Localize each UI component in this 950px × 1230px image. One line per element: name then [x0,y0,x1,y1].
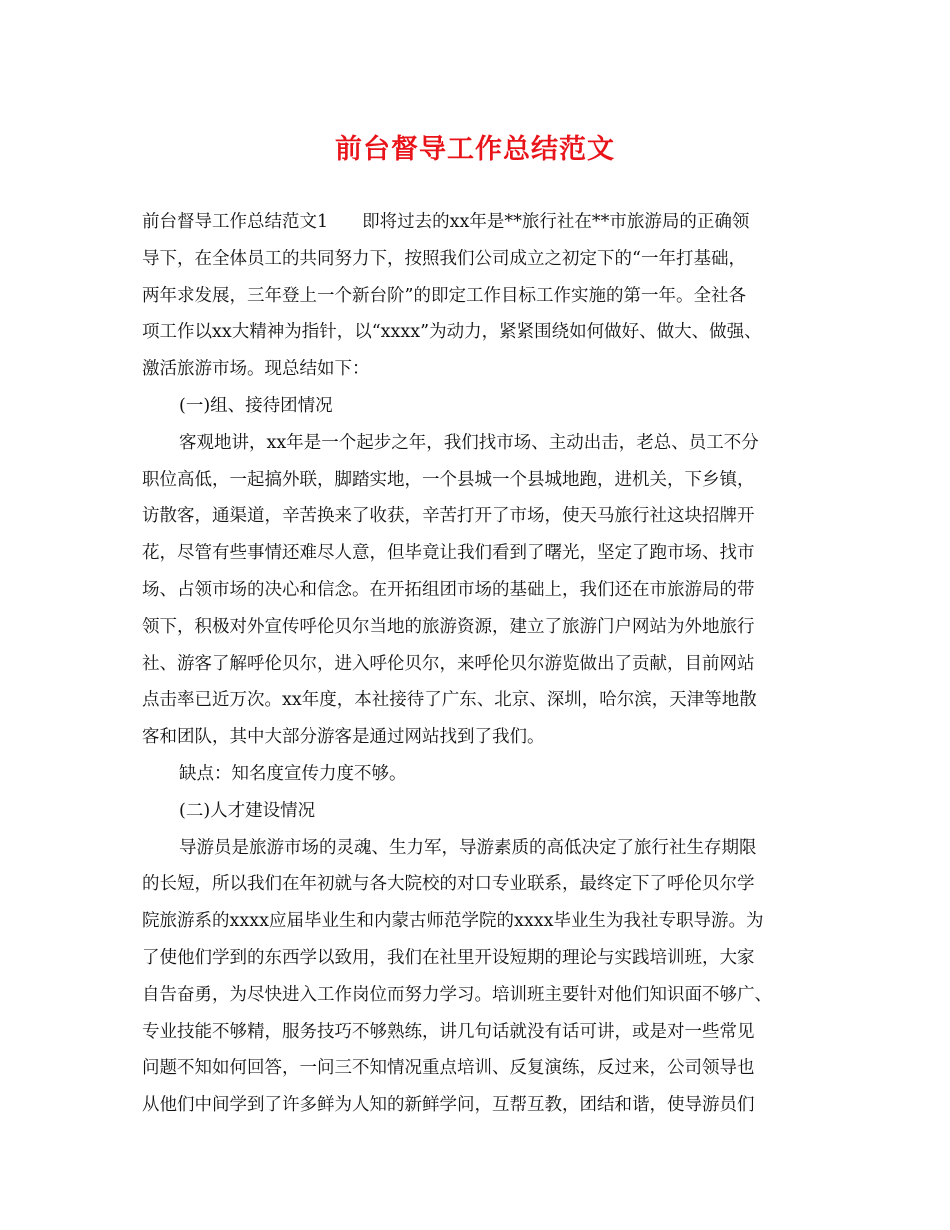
text-line-content: 项工作以xx大精神为指针，以“xxxx”为动力，紧紧围绕如何做好、做大、做强、 [142,322,762,343]
text-line [142,866,814,903]
text-line-content: 访散客，通渠道，辛苦换来了收获，辛苦打开了市场，使天马旅行社这块招牌开 [142,506,755,527]
text-line-content: 前台督导工作总结范文1 [142,212,329,232]
text-line-content: 自告奋勇，为尽快进入工作岗位而努力学习。培训班主要针对他们知识面不够广、 [142,984,772,1005]
text-line-content: 客和团队，其中大部分游客是通过网站找到了我们。 [142,727,545,748]
text-line-suffix: 即将过去的xx年是**旅行社在**市旅游局的正确领 [362,212,750,232]
text-line [142,388,814,425]
text-line [142,830,814,867]
text-line [142,682,814,719]
text-line [142,241,814,278]
text-line [142,940,814,977]
document-title: 前台督导工作总结范文 [335,134,615,165]
document-body [142,204,814,1124]
text-line [142,1087,814,1124]
text-line-content: 问题不知如何回答，一问三不知情况重点培训、反复演练，反过来，公司领导也 [142,1058,755,1079]
text-line [142,756,814,793]
text-line-content: 激活旅游市场。现总结如下： [142,359,370,380]
text-line [142,646,814,683]
text-line-content: 客观地讲，xx年是一个起步之年，我们找市场、主动出击，老总、员工不分 [179,432,759,453]
text-line [142,572,814,609]
text-line-content: 院旅游系的xxxx应届毕业生和内蒙古师范学院的xxxx毕业生为我社专职导游。为 [142,911,764,932]
text-line-content: 领下，积极对外宣传呼伦贝尔当地的旅游资源，建立了旅游门户网站为外地旅行 [142,616,755,637]
text-line-content: 场、占领市场的决心和信念。在开拓组团市场的基础上，我们还在市旅游局的带 [142,579,755,600]
text-line [142,204,814,241]
text-line [142,1014,814,1051]
text-line [142,977,814,1014]
text-line [142,903,814,940]
text-line-content: 两年求发展，三年登上一个新台阶”的即定工作目标工作实施的第一年。全社各 [142,285,746,306]
text-line-content: 专业技能不够精，服务技巧不够熟练，讲几句话就没有话可讲，或是对一些常见 [142,1021,755,1042]
text-line [142,314,814,351]
text-line-content: 职位高低，一起搞外联，脚踏实地，一个县城一个县城地跑，进机关，下乡镇， [142,469,755,490]
text-line-content: 了使他们学到的东西学以致用，我们在社里开设短期的理论与实践培训班，大家 [142,947,755,968]
text-line [142,351,814,388]
text-line-content: 的长短，所以我们在年初就与各大院校的对口专业联系，最终定下了呼伦贝尔学 [142,874,755,895]
text-line-content: (二)人才建设情况 [179,800,316,821]
text-line [142,793,814,830]
text-line [142,535,814,572]
text-line-content: 社、游客了解呼伦贝尔，进入呼伦贝尔，来呼伦贝尔游览做出了贡献，目前网站 [142,653,755,674]
text-line-content: 点击率已近万次。xx年度，本社接待了广东、北京、深圳，哈尔滨，天津等地散 [142,690,757,711]
text-line-content: 从他们中间学到了许多鲜为人知的新鲜学问，互帮互教，团结和谐，使导游员们 [142,1095,755,1116]
text-line-content: 缺点：知名度宣传力度不够。 [179,763,407,784]
text-line [142,1050,814,1087]
text-line-content: 导下，在全体员工的共同努力下，按照我们公司成立之初定下的“一年打基础， [142,248,746,269]
text-line [142,609,814,646]
text-line [142,425,814,462]
text-line-content: 导游员是旅游市场的灵魂、生力军，导游素质的高低决定了旅行社生存期限 [179,837,757,858]
text-line-content: (一)组、接待团情况 [179,395,333,416]
text-line [142,462,814,499]
text-line [142,498,814,535]
text-line [142,719,814,756]
text-line-content: 花，尽管有些事情还难尽人意，但毕竟让我们看到了曙光，坚定了跑市场、找市 [142,543,755,564]
text-line [142,278,814,315]
